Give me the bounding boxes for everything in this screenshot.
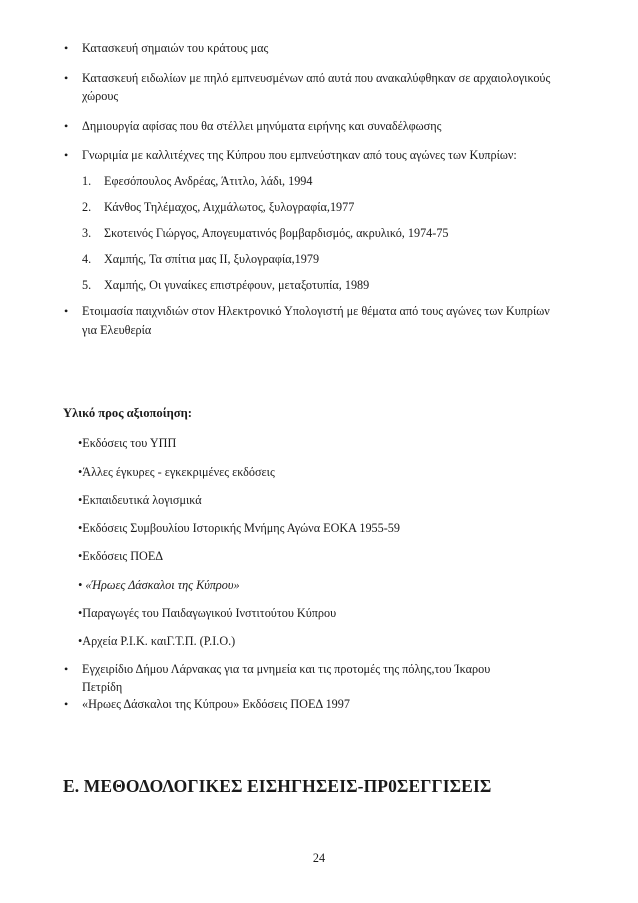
list-item-text: για Ελευθερία: [82, 323, 152, 337]
list-item-text: Δημιουργία αφίσας που θα στέλλει μηνύματα ειρήνης και συναδέλφωσης: [82, 119, 442, 133]
list-item: •Αρχεία Ρ.Ι.Κ. καιΓ.Τ.Π. (Ρ.Ι.Ο.): [78, 634, 236, 648]
list-number: 1.: [82, 174, 92, 188]
page-number: 24: [312, 851, 326, 865]
list-item: •Εκδόσεις ΠΟΕΔ: [78, 549, 164, 563]
list-item: •Εκπαιδευτικά λογισμικά: [78, 493, 202, 507]
list-item: •Εκδόσεις Συμβουλίου Ιστορικής Μνήμης Αγώνα ΕΟΚΑ 1955-59: [78, 521, 400, 535]
list-number: 3.: [82, 226, 92, 240]
list-item-text: Κατασκευή ειδωλίων με πηλό εμπνευσμένων από αυτά που ανακαλύφθηκαν σε αρχαιολογικούς: [82, 71, 551, 85]
list-item-text: χώρους: [82, 89, 119, 103]
list-item-text: Πετρίδη: [82, 680, 123, 694]
list-item-text: Εγχειρίδιο Δήμου Λάρνακας για τα μνημεία και τις προτομές της πόλης,του Ίκαρου: [82, 662, 491, 676]
materials-heading: Υλικό προς αξιοποίηση:: [63, 406, 192, 420]
bullet-icon: •: [64, 662, 69, 676]
list-item-text: Χαμπής, Τα σπίτια μας ΙΙ, ξυλογραφία,1979: [104, 252, 320, 266]
list-item-text: Κάνθος Τηλέμαχος, Αιχμάλωτος, ξυλογραφία,1977: [104, 200, 355, 214]
list-item-text: Εφεσόπουλος Ανδρέας, Άτιτλο, λάδι, 1994: [104, 174, 313, 188]
bullet-icon: •: [64, 119, 69, 133]
bullet-icon: •: [64, 71, 69, 85]
section-title: Ε. ΜΕΘΟΔΟΛΟΓΙΚΕΣ ΕΙΣΗΓΗΣΕΙΣ-ΠΡ0ΣΕΓΓΙΣΕΙΣ: [63, 776, 492, 796]
list-item-text: «Ηρωες Δάσκαλοι της Κύπρου» Εκδόσεις ΠΟΕΔ 1997: [82, 697, 350, 711]
list-item-text: Ετοιμασία παιχνιδιών στον Ηλεκτρονικό Υπολογιστή με θέματα από τους αγώνες των Κυπρίων: [82, 304, 550, 318]
list-item: •Παραγωγές του Παιδαγωγικού Ινστιτούτου Κύπρου: [78, 606, 337, 620]
list-number: 4.: [82, 252, 92, 266]
list-item: •Εκδόσεις του ΥΠΠ: [78, 436, 177, 450]
bullet-icon: •: [64, 697, 69, 711]
list-item-text: Γνωριμία με καλλιτέχνες της Κύπρου που εμπνεύστηκαν από τους αγώνες των Κυπρίων:: [82, 148, 517, 162]
bullet-icon: •: [64, 304, 69, 318]
list-number: 2.: [82, 200, 92, 214]
list-item-text: Κατασκευή σημαιών του κράτους μας: [82, 41, 269, 55]
list-item: • «Ήρωες Δάσκαλοι της Κύπρου»: [78, 578, 240, 592]
bullet-icon: •: [64, 41, 69, 55]
list-item: •Άλλες έγκυρες - εγκεκριμένες εκδόσεις: [78, 465, 275, 479]
bullet-icon: •: [64, 148, 69, 162]
list-item-text: Χαμπής, Οι γυναίκες επιστρέφουν, μεταξοτυπία, 1989: [104, 278, 370, 292]
list-item-text: Σκοτεινός Γιώργος, Απογευματινός βομβαρδισμός, ακρυλικό, 1974-75: [104, 226, 449, 240]
list-number: 5.: [82, 278, 92, 292]
